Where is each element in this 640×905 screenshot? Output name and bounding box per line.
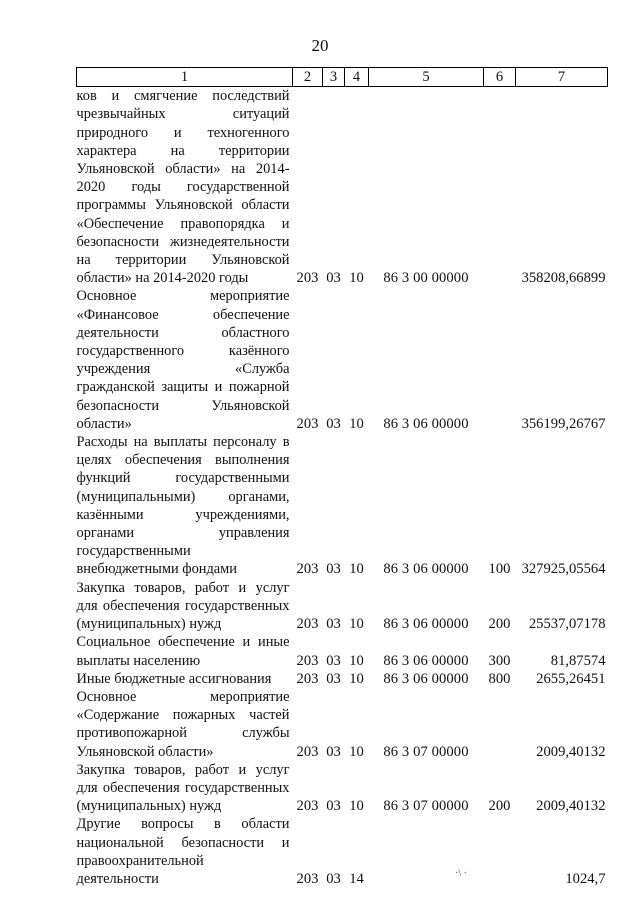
table-row	[77, 579, 608, 634]
row-description: Иные бюджетные ассигнования	[76, 670, 272, 687]
row-expense-type: 200	[488, 616, 511, 633]
row-admin-code: 203	[296, 798, 319, 815]
row-subsection-code: 10	[349, 652, 364, 669]
row-subsection-code: 10	[349, 616, 364, 633]
row-expense-type: 100	[488, 561, 511, 578]
row-amount: 356199,26767	[521, 415, 606, 432]
row-section-code: 03	[326, 561, 341, 578]
column-header: 4	[345, 68, 369, 87]
row-target-code: 86 3 06 00000	[383, 415, 469, 432]
row-amount: 81,87574	[550, 652, 606, 669]
row-target-code: 86 3 00 00000	[383, 270, 469, 287]
row-section-code: 03	[326, 270, 341, 287]
row-amount: 25537,07178	[528, 616, 606, 633]
row-amount: 358208,66899	[521, 270, 606, 287]
table-row	[77, 433, 608, 579]
row-subsection-code: 10	[349, 270, 364, 287]
row-admin-code: 203	[296, 870, 319, 887]
table-row	[77, 287, 608, 433]
row-amount: 1024,7	[565, 870, 606, 887]
table-row	[77, 87, 608, 288]
row-target-code: 86 3 06 00000	[383, 616, 469, 633]
row-admin-code: 203	[296, 670, 319, 687]
table-row	[77, 688, 608, 761]
budget-table	[76, 67, 608, 888]
column-header: 1	[77, 68, 293, 87]
row-description: Закупка товаров, работ и услуг для обеспечения государственных (муниципальных) нужд	[76, 761, 290, 815]
row-section-code: 03	[326, 616, 341, 633]
table-row	[77, 815, 608, 888]
row-admin-code: 203	[296, 652, 319, 669]
row-expense-type	[484, 815, 516, 888]
row-admin-code: 203	[296, 616, 319, 633]
table-row	[77, 633, 608, 669]
row-section-code: 03	[326, 743, 341, 760]
table-row	[77, 761, 608, 816]
row-description: ков и смягчение последствий чрезвычайных ситуаций природного и техногенного характера на территории Ульяновской области» на 2014-2020 годы государственной программы Ульяновской области «Обеспечение правопорядка и безопасности жизнедеятельности на территории Ульяновской области» на 2014-2020 годы	[76, 88, 290, 287]
column-header: 2	[293, 68, 323, 87]
row-admin-code: 203	[296, 743, 319, 760]
row-expense-type	[484, 87, 516, 288]
row-target-code: 86 3 06 00000	[383, 652, 469, 669]
row-amount: 2009,40132	[536, 743, 606, 760]
row-subsection-code: 14	[349, 870, 364, 887]
row-admin-code: 203	[296, 270, 319, 287]
row-description: Закупка товаров, работ и услуг для обеспечения государственных (муниципальных) нужд	[76, 579, 290, 633]
row-description: Расходы на выплаты персоналу в целях обеспечения выполнения функций государственными (муниципальными) органами, казёнными учреждениями, органами управления государственными внебюджетными фондами	[76, 434, 290, 578]
column-header: 3	[323, 68, 345, 87]
column-header: 5	[369, 68, 484, 87]
row-subsection-code: 10	[349, 670, 364, 687]
table-row	[77, 670, 608, 688]
row-description: Социальное обеспечение и иные выплаты населению	[76, 634, 290, 669]
row-expense-type: 200	[488, 798, 511, 815]
row-section-code: 03	[326, 415, 341, 432]
row-admin-code: 203	[296, 415, 319, 432]
row-amount: 2009,40132	[536, 798, 606, 815]
row-subsection-code: 10	[349, 798, 364, 815]
row-amount: 2655,26451	[536, 670, 606, 687]
row-amount: 327925,05564	[521, 561, 606, 578]
row-target-code: 86 3 07 00000	[383, 743, 469, 760]
row-target-code: 86 3 07 00000	[383, 798, 469, 815]
column-header: 7	[516, 68, 608, 87]
row-subsection-code: 10	[349, 415, 364, 432]
row-description: Основное мероприятие «Финансовое обеспечение деятельности областного государственного казённого учреждения «Служба гражданской защиты и пожарной безопасности Ульяновской области»	[76, 288, 290, 432]
row-subsection-code: 10	[349, 743, 364, 760]
row-section-code: 03	[326, 798, 341, 815]
row-description: Основное мероприятие «Содержание пожарных частей противопожарной службы Ульяновской области»	[76, 688, 290, 760]
row-section-code: 03	[326, 870, 341, 887]
page-number: 20	[311, 36, 329, 55]
table-header-row	[77, 68, 608, 87]
row-target-code: 86 3 06 00000	[383, 561, 469, 578]
scan-artifact: ·\ ·	[455, 868, 467, 879]
row-expense-type	[484, 287, 516, 433]
row-expense-type	[484, 688, 516, 761]
row-section-code: 03	[326, 670, 341, 687]
row-section-code: 03	[326, 652, 341, 669]
row-subsection-code: 10	[349, 561, 364, 578]
row-expense-type: 300	[488, 652, 511, 669]
row-admin-code: 203	[296, 561, 319, 578]
row-target-code: 86 3 06 00000	[383, 670, 469, 687]
column-header: 6	[484, 68, 516, 87]
row-expense-type: 800	[488, 670, 511, 687]
row-description: Другие вопросы в области национальной безопасности и правоохранительной деятельности	[76, 816, 290, 887]
